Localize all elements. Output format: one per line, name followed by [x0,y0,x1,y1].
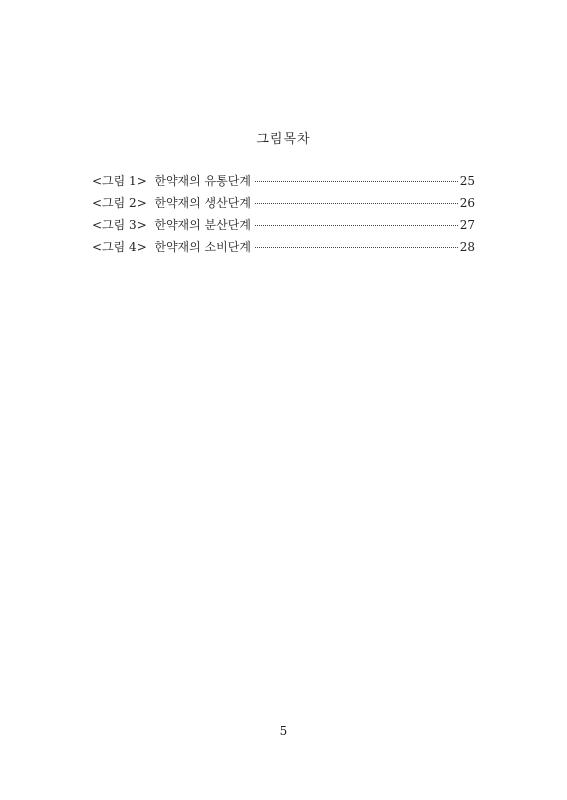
dot-leader [255,181,458,182]
figure-page-number: 26 [459,196,475,210]
dot-leader [255,247,458,248]
figure-list-item[interactable] [92,216,475,238]
figure-caption: <그림 1> 한약재의 유통단계 [92,174,251,188]
figure-page-number: 27 [459,218,475,232]
figure-page-number: 25 [459,174,475,188]
dot-leader [255,203,458,204]
figure-page-number: 28 [459,240,475,254]
figure-caption: <그림 2> 한약재의 생산단계 [92,196,251,210]
page-number: 5 [279,724,288,738]
figure-caption: <그림 3> 한약재의 분산단계 [92,218,251,232]
figure-caption: <그림 4> 한약재의 소비단계 [92,240,251,254]
figure-list-item[interactable] [92,172,475,194]
page-title: 그림목차 [256,132,311,147]
figure-list [92,172,475,260]
dot-leader [255,225,458,226]
figure-list-item[interactable] [92,238,475,260]
figure-list-item[interactable] [92,194,475,216]
